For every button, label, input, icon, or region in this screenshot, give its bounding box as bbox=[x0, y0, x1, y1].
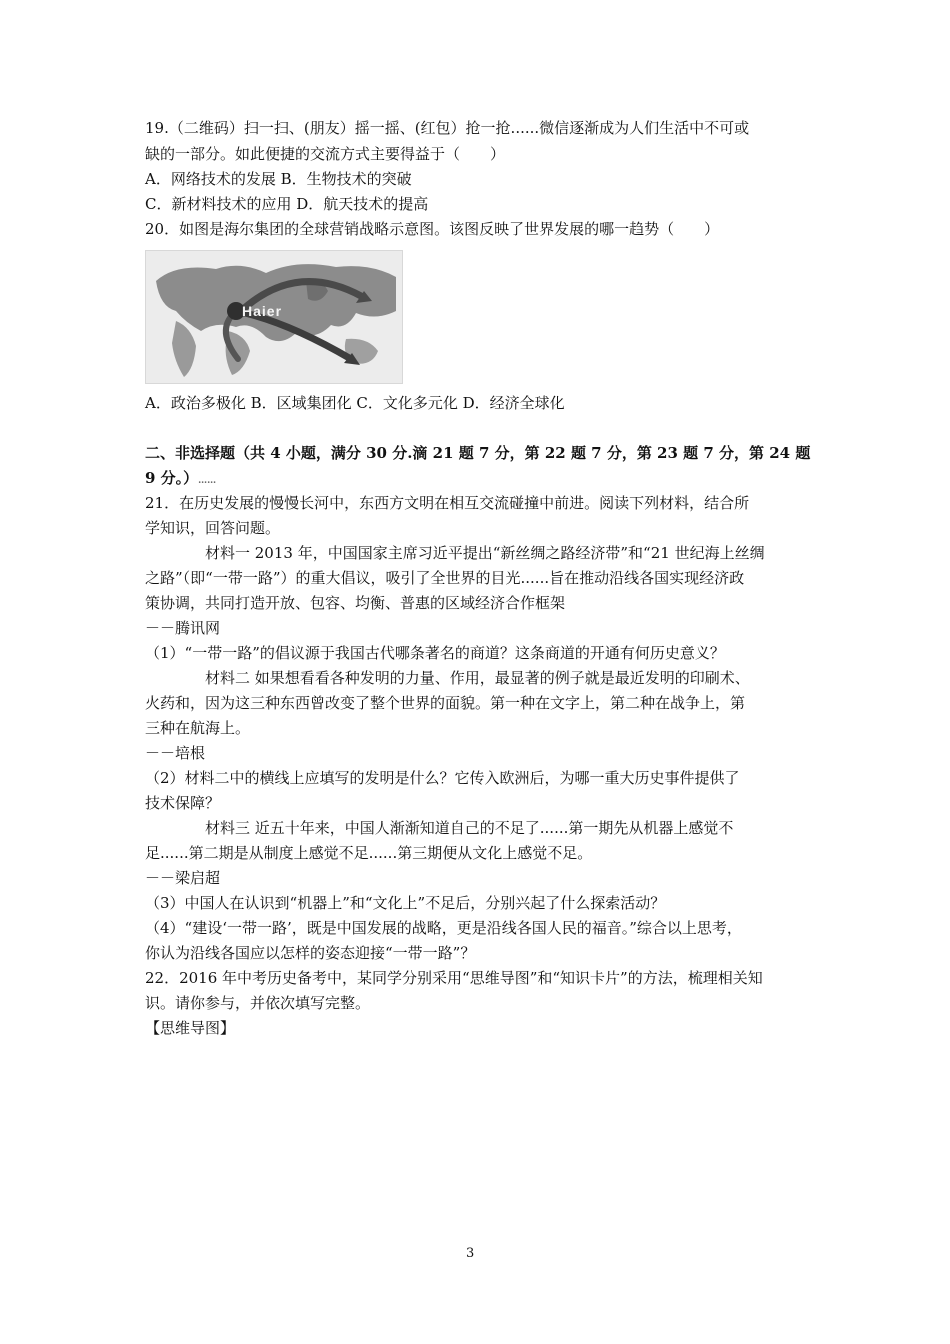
q21-subq1: （1）“一带一路”的倡议源于我国古代哪条著名的商道？这条商道的开通有何历史意义？ bbox=[145, 644, 725, 662]
q21-source2: －－培根 bbox=[145, 744, 206, 762]
q20-options: A．政治多极化 B．区域集团化 C．文化多元化 D．经济全球化 bbox=[145, 394, 565, 412]
q21-material2-line3: 三种在航海上。 bbox=[145, 719, 251, 737]
q22-line1: 22．2016 年中考历史备考中，某同学分别采用“思维导图”和“知识卡片”的方法，梳理相关知 bbox=[145, 969, 763, 987]
section2-heading-line2 bbox=[145, 468, 216, 491]
q21-source1: －－腾讯网 bbox=[145, 619, 221, 637]
q21-material1-line2: 之路”（即“一带一路”）的重大倡议，吸引了全世界的目光......旨在推动沿线各国实现经济政 bbox=[145, 569, 745, 587]
q21-material1-line1: 材料一 2013 年，中国国家主席习近平提出“新丝绸之路经济带”和“21 世纪海上丝绸 bbox=[205, 544, 765, 562]
q19-line2: 缺的一部分。如此便捷的交流方式主要得益于（ ） bbox=[145, 145, 506, 163]
q21-subq2-line2: 技术保障？ bbox=[145, 794, 221, 812]
q21-source3: －－梁启超 bbox=[145, 869, 221, 887]
q21-subq4-line1: （4）“建设‘一带一路’，既是中国发展的战略，更是沿线各国人民的福音。”综合以上思考， bbox=[145, 919, 742, 937]
q20-line1: 20．如图是海尔集团的全球营销战略示意图。该图反映了世界发展的哪一趋势（ ） bbox=[145, 220, 720, 238]
q21-material2-line1: 材料二 如果想看看各种发明的力量、作用，最显著的例子就是最近发明的印刷术、 bbox=[205, 669, 750, 687]
section2-heading-tail: …… bbox=[198, 476, 217, 486]
q21-intro2: 学知识，回答问题。 bbox=[145, 519, 281, 537]
q21-subq2-line1: （2）材料二中的横线上应填写的发明是什么？它传入欧洲后，为哪一重大历史事件提供了 bbox=[145, 769, 740, 787]
q21-material3-line2: 足......第二期是从制度上感觉不足......第三期便从文化上感觉不足。 bbox=[145, 844, 593, 862]
section2-heading-text: 9 分。） bbox=[145, 469, 199, 487]
q19-options-cd: C．新材料技术的应用 D．航天技术的提高 bbox=[145, 195, 429, 213]
haier-global-marketing-map bbox=[145, 250, 403, 384]
page-number: 3 bbox=[466, 1246, 475, 1261]
section2-heading-line1: 二、非选择题（共 4 小题，满分 30 分.滴 21 题 7 分，第 22 题 7 分，第 23 题 7 分，第 24 题 bbox=[145, 444, 811, 462]
q21-subq4-line2: 你认为沿线各国应以怎样的姿态迎接“一带一路”？ bbox=[145, 944, 476, 962]
q21-intro1: 21．在历史发展的慢慢长河中，东西方文明在相互交流碰撞中前进。阅读下列材料，结合所 bbox=[145, 494, 750, 512]
q22-line2: 识。请你参与，并依次填写完整。 bbox=[145, 994, 371, 1012]
q19-options-ab: A．网络技术的发展 B．生物技术的突破 bbox=[145, 170, 412, 188]
q21-material2-line2: 火药和，因为这三种东西曾改变了整个世界的面貌。第一种在文字上，第二种在战争上，第 bbox=[145, 694, 746, 712]
q21-material1-line3: 策协调，共同打造开放、包容、均衡、普惠的区域经济合作框架 bbox=[145, 594, 566, 612]
q21-subq3: （3）中国人在认识到“机器上”和“文化上”不足后，分别兴起了什么探索活动？ bbox=[145, 894, 666, 912]
q22-mindmap-label: 【思维导图】 bbox=[145, 1019, 236, 1037]
q19-line1: 19.（二维码）扫一扫、(朋友）摇一摇、(红包）抢一抢......微信逐渐成为人们生活中不可或 bbox=[145, 119, 750, 137]
haier-logo-text: Haier bbox=[242, 303, 283, 319]
q21-material3-line1: 材料三 近五十年来，中国人渐渐知道自己的不足了......第一期先从机器上感觉不 bbox=[205, 819, 734, 837]
